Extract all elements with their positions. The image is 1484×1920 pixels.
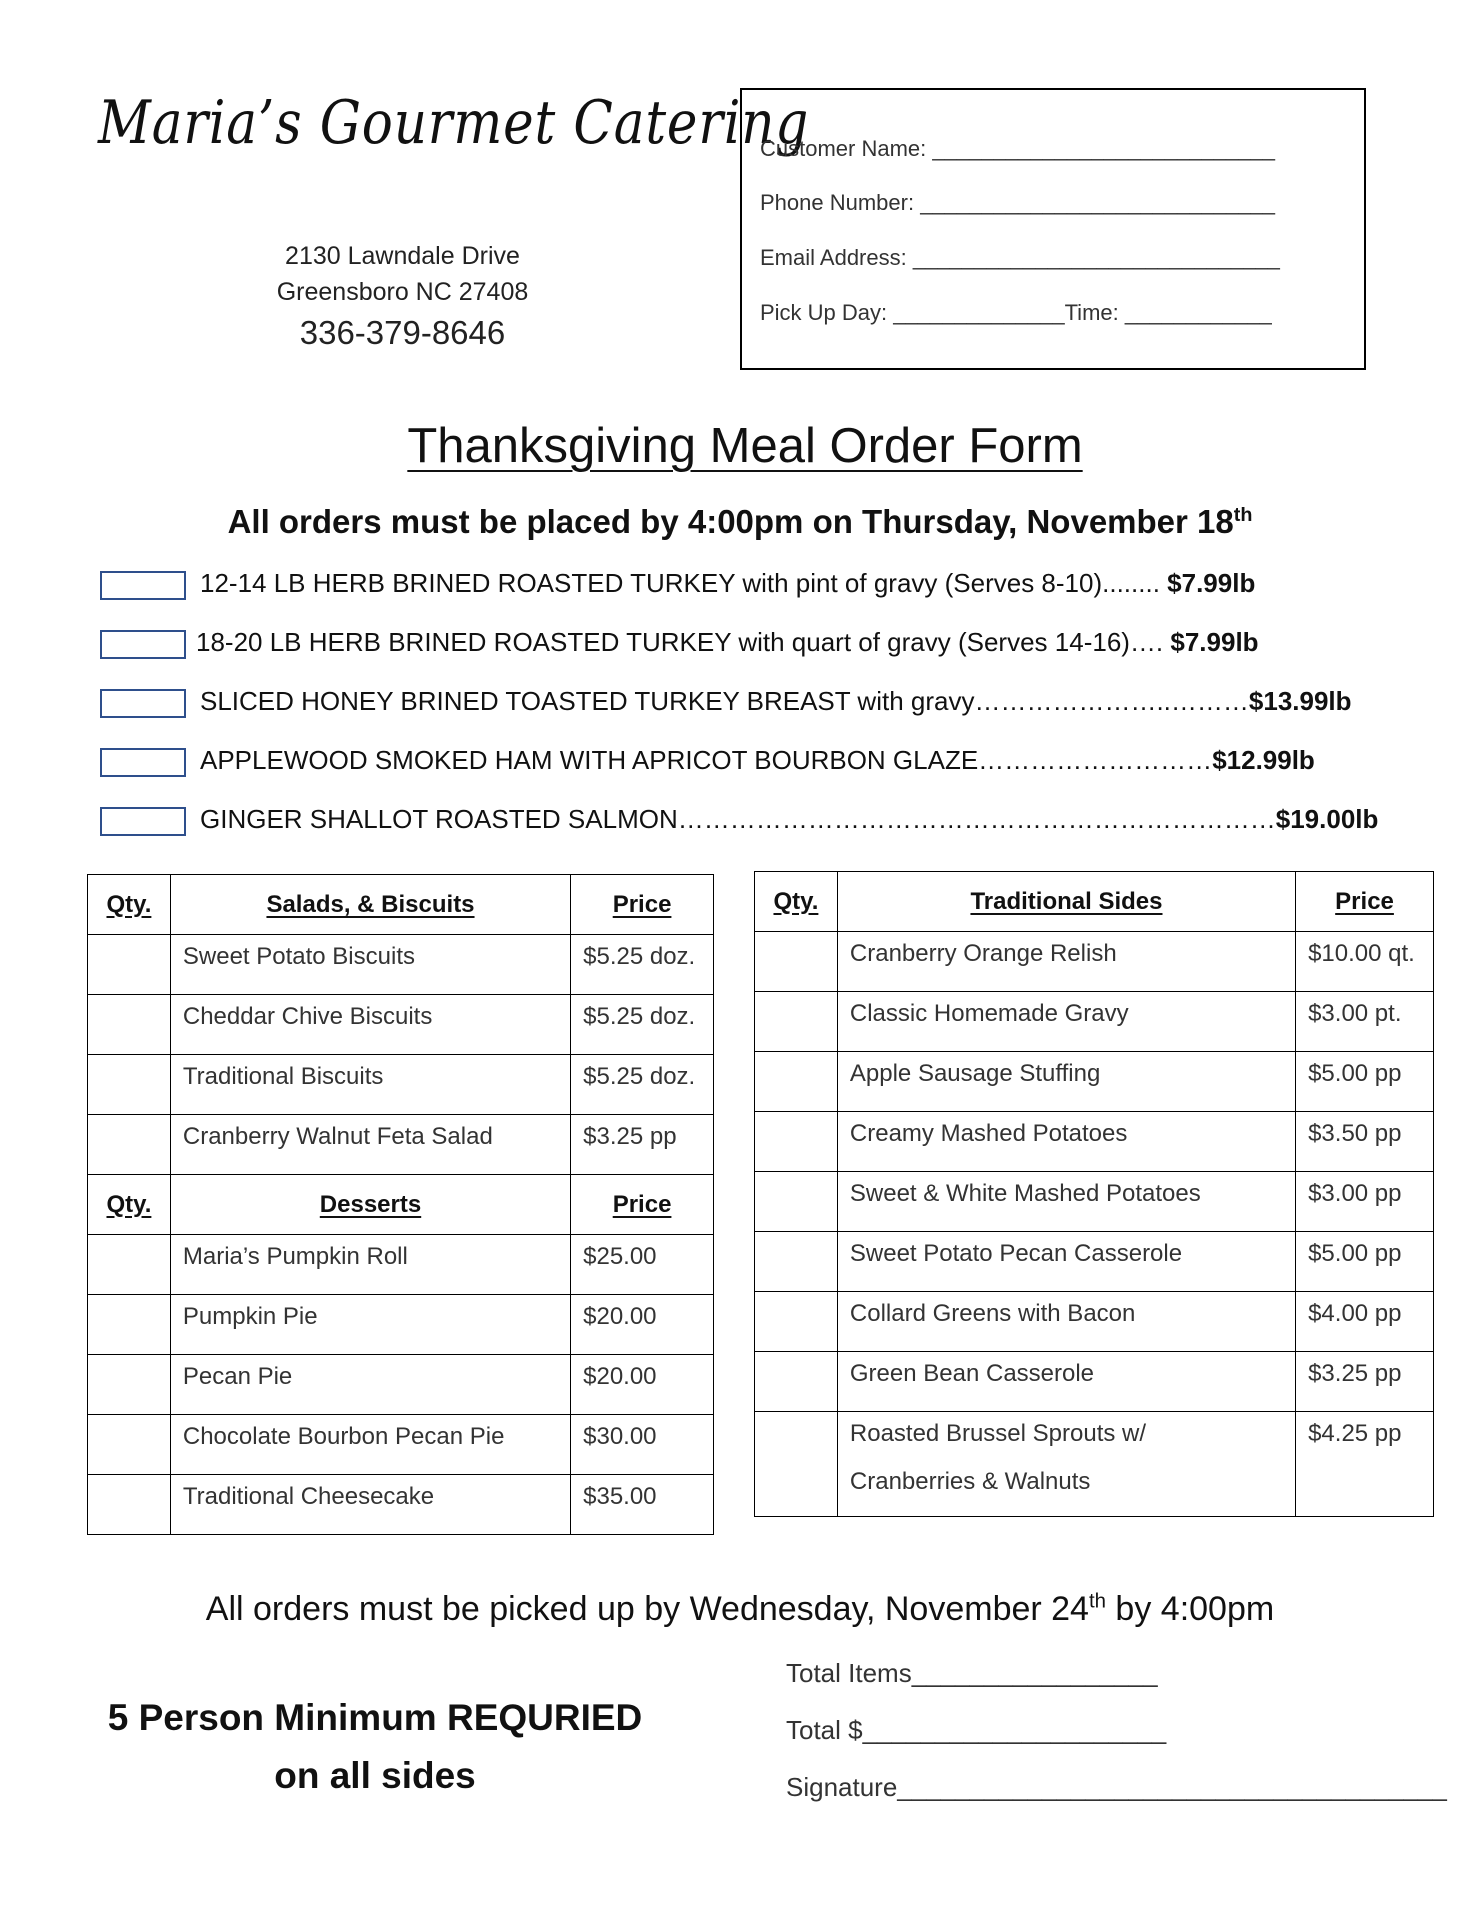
- qty-cell[interactable]: [755, 1292, 838, 1352]
- table-row: Green Bean Casserole $3.25 pp: [755, 1352, 1434, 1412]
- qty-header: Qty.: [88, 875, 171, 935]
- sides-header: Traditional Sides: [837, 872, 1295, 932]
- entree-row: SLICED HONEY BRINED TOASTED TURKEY BREAST with gravy…………………..………$13.99lb: [100, 686, 1340, 722]
- table-row: Collard Greens with Bacon $4.00 pp: [755, 1292, 1434, 1352]
- table-row: Traditional Biscuits $5.25 doz.: [88, 1055, 714, 1115]
- entree-checkbox[interactable]: [100, 689, 186, 718]
- customer-name-field[interactable]: Customer Name: ____________________________: [760, 136, 1275, 161]
- qty-cell[interactable]: [755, 1052, 838, 1112]
- table-row: Traditional Cheesecake $35.00: [88, 1475, 714, 1535]
- signature-field[interactable]: Signature______________________________________: [786, 1772, 1447, 1802]
- table-row: Pumpkin Pie $20.00: [88, 1295, 714, 1355]
- pickup-deadline: All orders must be picked up by Wednesday, November 24th by 4:00pm: [205, 1590, 1275, 1628]
- qty-cell[interactable]: [88, 1355, 171, 1415]
- qty-cell[interactable]: [755, 992, 838, 1052]
- table-row: Chocolate Bourbon Pecan Pie $30.00: [88, 1415, 714, 1475]
- qty-cell[interactable]: [88, 995, 171, 1055]
- qty-cell[interactable]: [755, 1112, 838, 1172]
- qty-cell[interactable]: [755, 1172, 838, 1232]
- table-row: Creamy Mashed Potatoes $3.50 pp: [755, 1112, 1434, 1172]
- pickup-day-field[interactable]: Pick Up Day: ______________Time: ____________: [760, 300, 1272, 325]
- table-row: Pecan Pie $20.00: [88, 1355, 714, 1415]
- entree-checkbox[interactable]: [100, 571, 186, 600]
- minimum-notice-line-1: 5 Person Minimum REQURIED: [107, 1697, 643, 1738]
- entree-row: APPLEWOOD SMOKED HAM WITH APRICOT BOURBON GLAZE………………………$12.99lb: [100, 745, 1340, 781]
- qty-cell[interactable]: [88, 1055, 171, 1115]
- phone-number-field[interactable]: Phone Number: _____________________________: [760, 190, 1276, 215]
- qty-cell[interactable]: [88, 1115, 171, 1175]
- qty-cell[interactable]: [755, 932, 838, 992]
- entree-checkbox[interactable]: [100, 748, 186, 777]
- desserts-header: Desserts: [170, 1175, 570, 1235]
- table-row: Cranberry Orange Relish $10.00 qt.: [755, 932, 1434, 992]
- qty-cell[interactable]: [88, 1475, 171, 1535]
- address-line-1: 2130 Lawndale Drive: [285, 242, 520, 270]
- table-row: Classic Homemade Gravy $3.00 pt.: [755, 992, 1434, 1052]
- customer-info-box: [740, 88, 1366, 370]
- table-row: Cranberry Walnut Feta Salad $3.25 pp: [88, 1115, 714, 1175]
- entree-row: 12-14 LB HERB BRINED ROASTED TURKEY with pint of gravy (Serves 8-10)........ $7.99lb: [100, 568, 1340, 604]
- price-header: Price: [1296, 872, 1434, 932]
- email-address-field[interactable]: Email Address: ______________________________: [760, 245, 1280, 270]
- business-logo: Maria’s Gourmet Catering: [98, 88, 810, 158]
- salads-desserts-table: [87, 874, 714, 1535]
- table-row: Apple Sausage Stuffing $5.00 pp: [755, 1052, 1434, 1112]
- entree-row: GINGER SHALLOT ROASTED SALMON……………………………………………………………$19.00lb: [100, 804, 1340, 840]
- salads-header: Salads, & Biscuits: [170, 875, 570, 935]
- qty-cell[interactable]: [88, 1295, 171, 1355]
- table-row: Cheddar Chive Biscuits $5.25 doz.: [88, 995, 714, 1055]
- qty-header: Qty.: [88, 1175, 171, 1235]
- table-row: Sweet Potato Pecan Casserole $5.00 pp: [755, 1232, 1434, 1292]
- total-amount-field[interactable]: Total $_____________________: [786, 1715, 1167, 1745]
- address-line-2: Greensboro NC 27408: [276, 278, 529, 306]
- qty-header: Qty.: [755, 872, 838, 932]
- time-field[interactable]: Time:: [1064, 300, 1125, 325]
- traditional-sides-table: [754, 871, 1434, 1517]
- qty-cell[interactable]: [88, 1415, 171, 1475]
- price-header: Price: [571, 875, 714, 935]
- table-row: Sweet Potato Biscuits $5.25 doz.: [88, 935, 714, 995]
- form-title: Thanksgiving Meal Order Form: [407, 419, 1083, 473]
- table-row: Sweet & White Mashed Potatoes $3.00 pp: [755, 1172, 1434, 1232]
- table-row: Maria’s Pumpkin Roll $25.00: [88, 1235, 714, 1295]
- phone-number: 336-379-8646: [299, 314, 506, 351]
- qty-cell[interactable]: [88, 1235, 171, 1295]
- order-deadline: All orders must be placed by 4:00pm on Thursday, November 18th: [227, 503, 1253, 540]
- entree-checkbox[interactable]: [100, 807, 186, 836]
- total-items-field[interactable]: Total Items_________________: [786, 1658, 1158, 1688]
- qty-cell[interactable]: [755, 1232, 838, 1292]
- qty-cell[interactable]: [88, 935, 171, 995]
- qty-cell[interactable]: [755, 1412, 838, 1517]
- table-row: Roasted Brussel Sprouts w/ Cranberries & Walnuts $4.25 pp: [755, 1412, 1434, 1517]
- entree-row: 18-20 LB HERB BRINED ROASTED TURKEY with quart of gravy (Serves 14-16)…. $7.99lb: [100, 627, 1340, 663]
- price-header: Price: [571, 1175, 714, 1235]
- qty-cell[interactable]: [755, 1352, 838, 1412]
- entree-checkbox[interactable]: [100, 630, 186, 659]
- minimum-notice-line-2: on all sides: [274, 1755, 476, 1796]
